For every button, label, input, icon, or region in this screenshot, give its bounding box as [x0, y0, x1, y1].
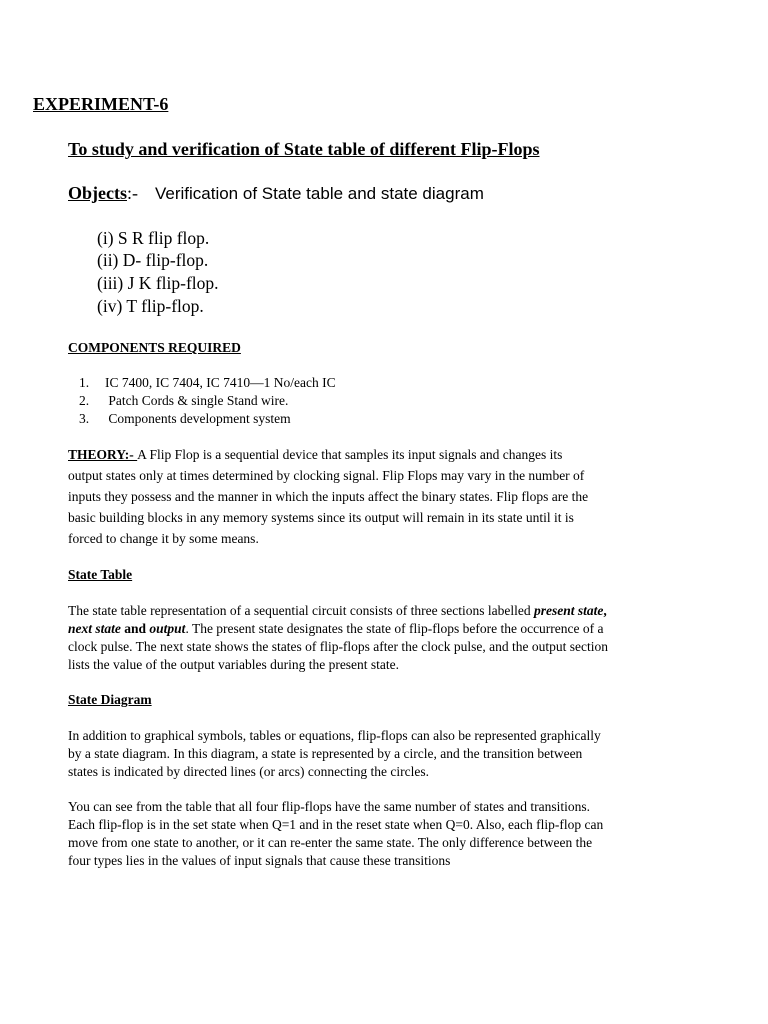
state-diagram-line: You can see from the table that all four flip-flops have the same number of states and transitions. [68, 799, 590, 814]
component-number: 1. [79, 375, 90, 390]
state-diagram-line: states is indicated by directed lines (or arcs) connecting the circles. [68, 764, 429, 779]
objects-text: Verification of State table and state diagram [154, 184, 484, 203]
component-number: 3. [79, 411, 90, 426]
term-and: and [120, 621, 150, 636]
theory-line: basic building blocks in any memory systems since its output will remain in its state until it is [68, 510, 574, 525]
component-item [79, 411, 291, 427]
state-table-line: lists the value of the output variables during the present state. [68, 657, 400, 672]
objects-label: Objects [68, 183, 127, 203]
component-item [79, 375, 336, 391]
term-present-state: present state [533, 603, 604, 618]
experiment-title: EXPERIMENT-6 [33, 94, 169, 114]
flipflop-item: (iii) J K flip-flop. [97, 273, 219, 293]
component-number: 2. [79, 393, 90, 408]
objects-line [68, 183, 484, 204]
state-diagram-heading: State Diagram [68, 692, 152, 707]
term-output: output [149, 621, 186, 636]
state-table-line-2 [68, 620, 608, 638]
state-table-line-1 [68, 602, 608, 620]
state-table-text: . The present state designates the state of flip-flops before the occurrence of a [185, 621, 604, 636]
flipflop-item: (iv) T flip-flop. [97, 296, 204, 316]
term-comma: , [603, 603, 607, 618]
state-table-line: clock pulse. The next state shows the states of flip-flops after the clock pulse, and the output section [68, 639, 608, 654]
state-diagram-paragraph-2 [68, 798, 603, 870]
theory-text: A Flip Flop is a sequential device that samples its input signals and changes its [137, 447, 563, 462]
state-diagram-paragraph-1 [68, 727, 601, 781]
theory-line-1 [68, 446, 588, 464]
theory-line: inputs they possess and the manner in which the inputs affect the binary states. Flip flops are the [68, 489, 589, 504]
component-text: Patch Cords & single Stand wire. [105, 393, 289, 408]
state-table-paragraph [68, 602, 608, 674]
component-text: IC 7400, IC 7404, IC 7410—1 No/each IC [105, 375, 336, 390]
flipflop-item: (ii) D- flip-flop. [97, 250, 209, 270]
theory-label: THEORY:- [68, 447, 138, 462]
state-diagram-line: Each flip-flop is in the set state when Q=1 and in the reset state when Q=0. Also, each flip-flop can [68, 817, 604, 832]
state-diagram-line: four types lies in the values of input signals that cause these transitions [68, 853, 451, 868]
state-diagram-line: by a state diagram. In this diagram, a state is represented by a circle, and the transition between [68, 746, 583, 761]
component-item [79, 393, 288, 409]
aim-heading: To study and verification of State table of different Flip-Flops [68, 139, 540, 159]
flipflop-item: (i) S R flip flop. [97, 228, 210, 248]
state-diagram-line: move from one state to another, or it can re-enter the same state. The only difference between the [68, 835, 593, 850]
state-table-heading: State Table [68, 567, 133, 582]
term-next-state: next state [68, 621, 121, 636]
state-table-text: The state table representation of a sequential circuit consists of three sections labelled [68, 603, 534, 618]
components-heading: COMPONENTS REQUIRED [68, 340, 241, 355]
objects-separator: :- [126, 183, 138, 203]
state-diagram-line: In addition to graphical symbols, tables or equations, flip-flops can also be represented graphically [68, 728, 601, 743]
component-text: Components development system [105, 411, 291, 426]
theory-line: output states only at times determined by clocking signal. Flip Flops may vary in the number of [68, 468, 585, 483]
theory-paragraph [68, 446, 588, 548]
theory-line: forced to change it by some means. [68, 531, 259, 546]
